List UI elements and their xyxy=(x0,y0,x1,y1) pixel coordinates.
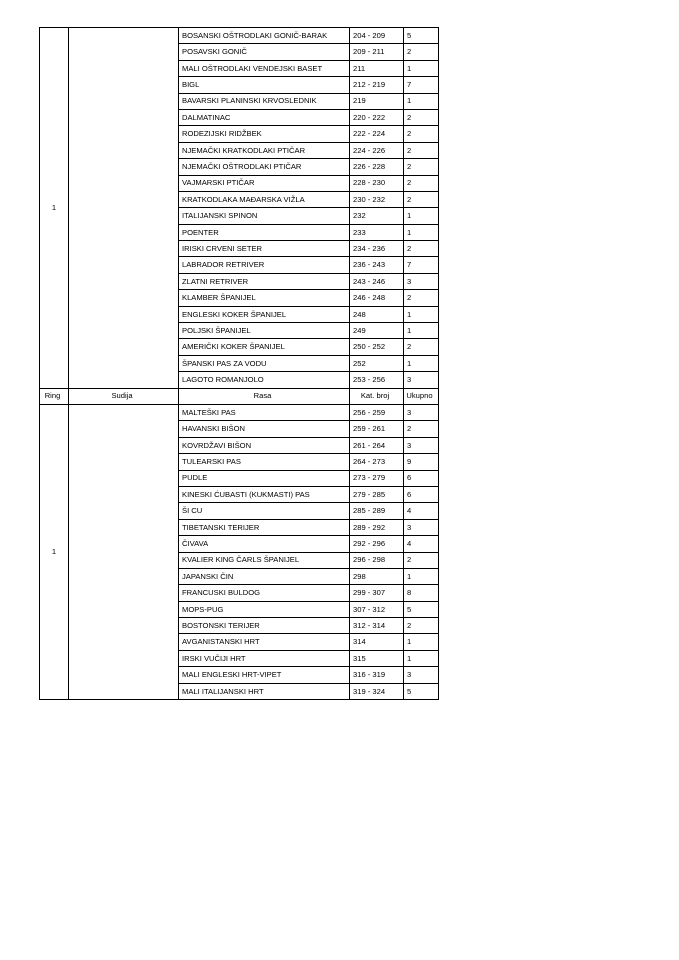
kat-broj-cell: 224 - 226 xyxy=(350,142,404,158)
rasa-cell: BIGL xyxy=(179,77,350,93)
ukupno-cell: 3 xyxy=(404,404,439,420)
rasa-cell: AMERIČKI KOKER ŠPANIJEL xyxy=(179,339,350,355)
ukupno-cell: 1 xyxy=(404,208,439,224)
rasa-cell: MALI ENGLESKI HRT-VIPET xyxy=(179,667,350,683)
kat-broj-cell: 259 - 261 xyxy=(350,421,404,437)
kat-broj-cell: 253 - 256 xyxy=(350,372,404,388)
rasa-cell: ZLATNI RETRIVER xyxy=(179,273,350,289)
kat-broj-cell: 204 - 209 xyxy=(350,28,404,44)
rasa-cell: HAVANSKI BIŠON xyxy=(179,421,350,437)
ukupno-cell: 7 xyxy=(404,257,439,273)
table-header-row xyxy=(40,388,439,404)
kat-broj-cell: 249 xyxy=(350,323,404,339)
rasa-cell: LAGOTO ROMANJOLO xyxy=(179,372,350,388)
table-row xyxy=(40,404,439,420)
rasa-cell: IRSKI VUČIJI HRT xyxy=(179,650,350,666)
ukupno-cell: 2 xyxy=(404,44,439,60)
rasa-cell: TIBETANSKI TERIJER xyxy=(179,519,350,535)
ukupno-cell: 5 xyxy=(404,683,439,699)
rasa-cell: NJEMAČKI KRATKODLAKI PTIČAR xyxy=(179,142,350,158)
kat-broj-cell: 298 xyxy=(350,568,404,584)
kat-broj-cell: 211 xyxy=(350,60,404,76)
ukupno-cell: 3 xyxy=(404,519,439,535)
ukupno-cell: 2 xyxy=(404,175,439,191)
ukupno-cell: 1 xyxy=(404,306,439,322)
column-header-kat-broj: Kat. broj xyxy=(350,388,404,404)
ukupno-cell: 8 xyxy=(404,585,439,601)
kat-broj-cell: 236 - 243 xyxy=(350,257,404,273)
kat-broj-cell: 243 - 246 xyxy=(350,273,404,289)
kat-broj-cell: 232 xyxy=(350,208,404,224)
kat-broj-cell: 315 xyxy=(350,650,404,666)
ukupno-cell: 3 xyxy=(404,437,439,453)
ukupno-cell: 2 xyxy=(404,339,439,355)
kat-broj-cell: 273 - 279 xyxy=(350,470,404,486)
rasa-cell: KRATKODLAKA MAĐARSKA VIŽLA xyxy=(179,191,350,207)
rasa-cell: ČIVAVA xyxy=(179,536,350,552)
rasa-cell: BOSTONSKI TERIJER xyxy=(179,618,350,634)
ukupno-cell: 4 xyxy=(404,536,439,552)
kat-broj-cell: 220 - 222 xyxy=(350,109,404,125)
rasa-cell: TULEARSKI PAS xyxy=(179,454,350,470)
rasa-cell: KLAMBER ŠPANIJEL xyxy=(179,290,350,306)
ukupno-cell: 2 xyxy=(404,421,439,437)
rasa-cell: ŠPANSKI PAS ZA VODU xyxy=(179,355,350,371)
table-body xyxy=(40,28,439,700)
kat-broj-cell: 212 - 219 xyxy=(350,77,404,93)
kat-broj-cell: 234 - 236 xyxy=(350,241,404,257)
ring-cell: 1 xyxy=(40,28,69,389)
rasa-cell: RODEZIJSKI RIDŽBEK xyxy=(179,126,350,142)
ukupno-cell: 1 xyxy=(404,355,439,371)
kat-broj-cell: 285 - 289 xyxy=(350,503,404,519)
kat-broj-cell: 292 - 296 xyxy=(350,536,404,552)
kat-broj-cell: 264 - 273 xyxy=(350,454,404,470)
kat-broj-cell: 248 xyxy=(350,306,404,322)
rasa-cell: KVALIER KING ČARLS ŠPANIJEL xyxy=(179,552,350,568)
ukupno-cell: 4 xyxy=(404,503,439,519)
rasa-cell: JAPANSKI ČIN xyxy=(179,568,350,584)
ukupno-cell: 2 xyxy=(404,552,439,568)
kat-broj-cell: 256 - 259 xyxy=(350,404,404,420)
ukupno-cell: 7 xyxy=(404,77,439,93)
rasa-cell: LABRADOR RETRIVER xyxy=(179,257,350,273)
rasa-cell: VAJMARSKI PTIČAR xyxy=(179,175,350,191)
rasa-cell: BOSANSKI OŠTRODLAKI GONIČ-BARAK xyxy=(179,28,350,44)
ukupno-cell: 3 xyxy=(404,372,439,388)
rasa-cell: MALI ITALIJANSKI HRT xyxy=(179,683,350,699)
rasa-cell: PUDLE xyxy=(179,470,350,486)
ukupno-cell: 6 xyxy=(404,470,439,486)
column-header-ukupno: Ukupno xyxy=(404,388,439,404)
kat-broj-cell: 319 - 324 xyxy=(350,683,404,699)
rasa-cell: IRISKI CRVENI SETER xyxy=(179,241,350,257)
ukupno-cell: 6 xyxy=(404,486,439,502)
ukupno-cell: 1 xyxy=(404,650,439,666)
kat-broj-cell: 279 - 285 xyxy=(350,486,404,502)
rasa-cell: MALTEŠKI PAS xyxy=(179,404,350,420)
rasa-cell: FRANCUSKI BULDOG xyxy=(179,585,350,601)
rasa-cell: BAVARSKI PLANINSKI KRVOSLEDNIK xyxy=(179,93,350,109)
kat-broj-cell: 312 - 314 xyxy=(350,618,404,634)
rasa-cell: KINESKI ĆUBASTI (KUKMASTI) PAS xyxy=(179,486,350,502)
kat-broj-cell: 296 - 298 xyxy=(350,552,404,568)
rasa-cell: ITALIJANSKI SPINON xyxy=(179,208,350,224)
kat-broj-cell: 230 - 232 xyxy=(350,191,404,207)
breed-schedule-table xyxy=(39,27,439,700)
rasa-cell: ŠI CU xyxy=(179,503,350,519)
sudija-cell xyxy=(69,28,179,389)
ring-cell: 1 xyxy=(40,404,69,699)
sudija-cell xyxy=(69,404,179,699)
kat-broj-cell: 299 - 307 xyxy=(350,585,404,601)
rasa-cell: ENGLESKI KOKER ŠPANIJEL xyxy=(179,306,350,322)
column-header-ring: Ring xyxy=(40,388,69,404)
breed-schedule-table-wrap xyxy=(39,27,438,700)
ukupno-cell: 2 xyxy=(404,618,439,634)
kat-broj-cell: 289 - 292 xyxy=(350,519,404,535)
rasa-cell: MALI OŠTRODLAKI VENDEJSKI BASET xyxy=(179,60,350,76)
ukupno-cell: 5 xyxy=(404,28,439,44)
rasa-cell: MOPS-PUG xyxy=(179,601,350,617)
ukupno-cell: 2 xyxy=(404,126,439,142)
ukupno-cell: 3 xyxy=(404,667,439,683)
ukupno-cell: 1 xyxy=(404,568,439,584)
kat-broj-cell: 226 - 228 xyxy=(350,159,404,175)
ukupno-cell: 3 xyxy=(404,273,439,289)
ukupno-cell: 2 xyxy=(404,290,439,306)
kat-broj-cell: 209 - 211 xyxy=(350,44,404,60)
ukupno-cell: 2 xyxy=(404,109,439,125)
kat-broj-cell: 219 xyxy=(350,93,404,109)
rasa-cell: POLJSKI ŠPANIJEL xyxy=(179,323,350,339)
table-row xyxy=(40,28,439,44)
kat-broj-cell: 261 - 264 xyxy=(350,437,404,453)
ukupno-cell: 9 xyxy=(404,454,439,470)
rasa-cell: AVGANISTANSKI HRT xyxy=(179,634,350,650)
kat-broj-cell: 233 xyxy=(350,224,404,240)
kat-broj-cell: 252 xyxy=(350,355,404,371)
kat-broj-cell: 250 - 252 xyxy=(350,339,404,355)
ukupno-cell: 2 xyxy=(404,191,439,207)
kat-broj-cell: 228 - 230 xyxy=(350,175,404,191)
ukupno-cell: 1 xyxy=(404,60,439,76)
rasa-cell: POSAVSKI GONIČ xyxy=(179,44,350,60)
kat-broj-cell: 314 xyxy=(350,634,404,650)
column-header-rasa: Rasa xyxy=(179,388,350,404)
rasa-cell: POENTER xyxy=(179,224,350,240)
ukupno-cell: 1 xyxy=(404,224,439,240)
kat-broj-cell: 316 - 319 xyxy=(350,667,404,683)
ukupno-cell: 5 xyxy=(404,601,439,617)
ukupno-cell: 2 xyxy=(404,142,439,158)
kat-broj-cell: 222 - 224 xyxy=(350,126,404,142)
ukupno-cell: 2 xyxy=(404,241,439,257)
ukupno-cell: 1 xyxy=(404,323,439,339)
rasa-cell: DALMATINAC xyxy=(179,109,350,125)
ukupno-cell: 1 xyxy=(404,93,439,109)
column-header-sudija: Sudija xyxy=(69,388,179,404)
kat-broj-cell: 246 - 248 xyxy=(350,290,404,306)
kat-broj-cell: 307 - 312 xyxy=(350,601,404,617)
ukupno-cell: 1 xyxy=(404,634,439,650)
rasa-cell: NJEMAČKI OŠTRODLAKI PTIČAR xyxy=(179,159,350,175)
ukupno-cell: 2 xyxy=(404,159,439,175)
rasa-cell: KOVRDŽAVI BIŠON xyxy=(179,437,350,453)
